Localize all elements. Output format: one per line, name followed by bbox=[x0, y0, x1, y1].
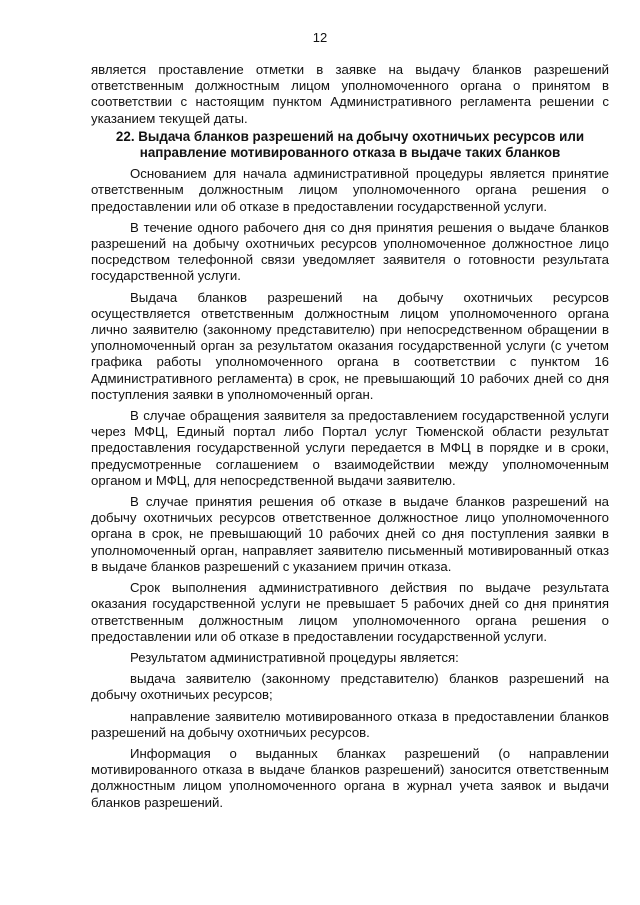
section-heading: 22. Выдача бланков разрешений на добычу охотничьих ресурсов или направление мотивированного отказа в выдаче таких бланков bbox=[115, 128, 585, 161]
paragraph-term: Срок выполнения административного действия по выдаче результата оказания государственной услуги не превышает 5 рабочих дней со дня принятия ответственным должностным лицом уполномоченного органа решения о предоставлении или об отказе в предоставлении государственной услуги. bbox=[91, 580, 609, 644]
paragraph-result-refusal: направление заявителю мотивированного отказа в предоставлении бланков разрешений на добычу охотничьих ресурсов. bbox=[91, 708, 609, 740]
paragraph-issuance: Выдача бланков разрешений на добычу охотничьих ресурсов осуществляется ответственным должностным лицом уполномоченного органа лично заявителю (законному представителю) при непосредственном обращении в уполномоченный орган за результатом оказания государственной услуги (с учетом графика работы уполномоченного органа в соответствии с пунктом 16 Административного регламента) в срок, не превышающий 10 рабочих дней со дня поступления заявки в уполномоченный орган. bbox=[91, 289, 609, 402]
paragraph-mfc: В случае обращения заявителя за предоставлением государственной услуги через МФЦ, Единый портал либо Портал услуг Тюменской области результат предоставления государственной услуги передается в МФЦ в порядке и в сроки, предусмотренные соглашением о взаимодействии между уполномоченным органом и МФЦ, для непосредственной выдачи заявителю. bbox=[91, 408, 609, 488]
document-body bbox=[91, 62, 609, 811]
paragraph-result-intro: Результатом административной процедуры является: bbox=[130, 649, 459, 665]
page-number: 12 bbox=[312, 30, 328, 45]
paragraph-refusal: В случае принятия решения об отказе в выдаче бланков разрешений на добычу охотничьих ресурсов ответственное должностное лицо уполномоченного органа в срок, не превышающий 10 рабочих дней со дня поступления заявки в уполномоченный орган, направляет заявителю письменный мотивированный отказ в выдаче бланков разрешений с указанием причин отказа. bbox=[91, 494, 609, 574]
paragraph-journal: Информация о выданных бланках разрешений (о направлении мотивированного отказа в выдаче бланков разрешений) заносится ответственным должностным лицом уполномоченного органа в журнал учета заявок и выдачи бланков разрешений. bbox=[91, 745, 609, 810]
paragraph-notification: В течение одного рабочего дня со дня принятия решения о выдаче бланков разрешений на добычу охотничьих ресурсов уполномоченное должностное лицо посредством телефонной связи уведомляет заявителя о готовности результата государственной услуги. bbox=[91, 219, 609, 284]
paragraph-result-issuance: выдача заявителю (законному представителю) бланков разрешений на добычу охотничьих ресурсов; bbox=[91, 671, 609, 703]
paragraph-basis: Основанием для начала административной процедуры является принятие ответственным должностным лицом уполномоченного органа решения о предоставлении или об отказе в предоставлении государственной услуги. bbox=[91, 166, 609, 214]
intro-paragraph: является проставление отметки в заявке на выдачу бланков разрешений ответственным должностным лицом уполномоченного органа о принятом в соответствии с настоящим пунктом Административного регламента решении с указанием текущей даты. bbox=[91, 62, 609, 126]
